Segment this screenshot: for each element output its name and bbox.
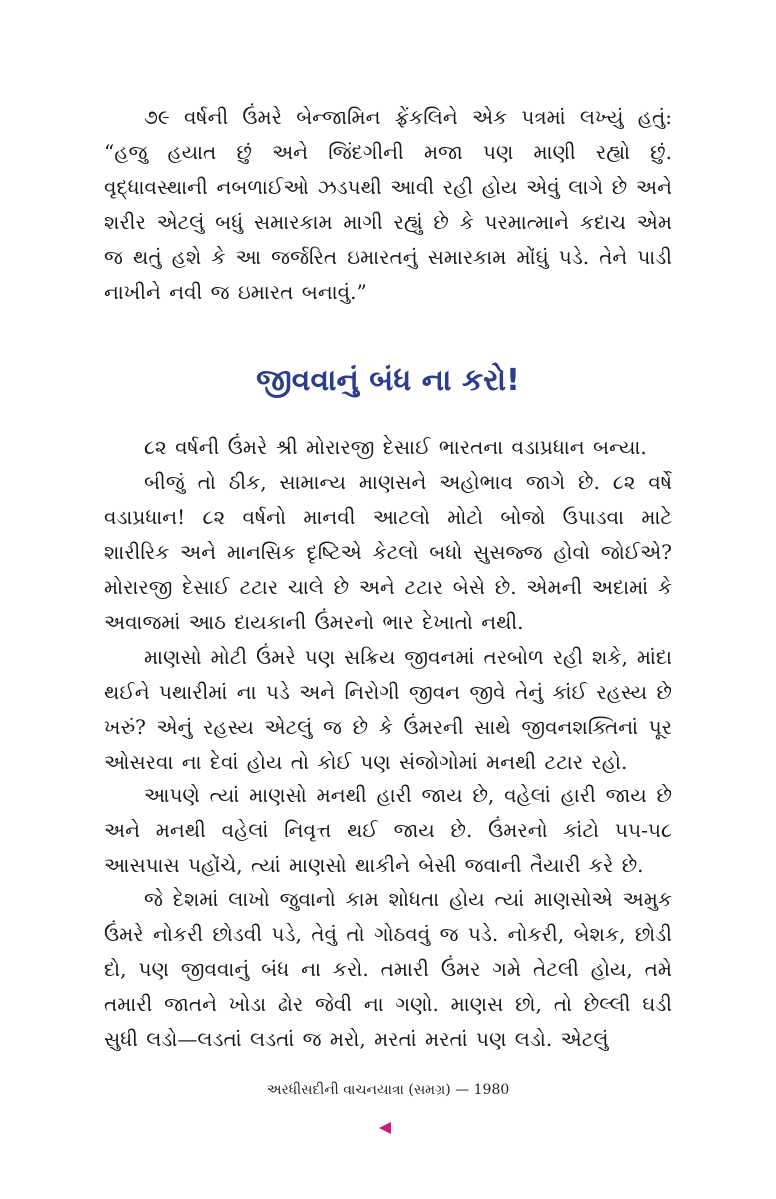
section-paragraph-3: માણસો મોટી ઉંમરે પણ સક્રિય જીવનમાં તરબોળ રહી શકે, માંદા થઈને પથારીમાં ના પડે અને નિરોગી જીવન જીવે તેનું કાંઈ રહસ્ય છે ખરું? એનું રહસ્ય એટલું જ છે કે ઉંમરની સાથે જીવનશક્તિનાં પૂર ઓસરવા ના દેવાં હોય તો કોઈ પણ સંજોગોમાં મનથી ટટાર રહો. [104,645,672,774]
page-footer: અરધીસદીની વાચનયાત્રા (સમગ્ર) — 1980 [266,1082,510,1098]
section-paragraph-5: જે દેશમાં લાખો જુવાનો કામ શોધતા હોય ત્યાં માણસોએ અમુક ઉંમરે નોકરી છોડવી પડે, તેવું તો ગોઠવવું જ પડે. નોકરી, બેશક, છોડી દો, પણ જીવવાનું બંધ ના કરો. તમારી ઉંમર ગમે તેટલી હોય, તમે તમારી જાતને ખોડા ઢોર જેવી ના ગણો. માણસ છો, તો છેલ્લી ઘડી સુધી લડો—લડતાં લડતાં જ મરો, મરતાં મરતાં પણ લડો. એટલું [104,887,672,1051]
section-paragraph-1: ૮૨ વર્ષની ઉંમરે શ્રી મોરારજી દેસાઈ ભારતના વડાપ્રધાન બન્યા. [144,435,647,459]
previous-page-icon[interactable] [379,1122,391,1134]
section-paragraph-2: બીજું તો ઠીક, સામાન્ય માણસને અહોભાવ જાગે છે. ૮૨ વર્ષે વડાપ્રધાન! ૮૨ વર્ષનો માનવી આટલો મોટો બોજો ઉપાડવા માટે શારીરિક અને માનસિક દૃષ્ટિએ કેટલો બધો સુસજ્જ હોવો જોઈએ? મોરારજી દેસાઈ ટટાર ચાલે છે અને ટટાર બેસે છે. એમની અદામાં કે અવાજમાં આઠ દાયકાની ઉંમરનો ભાર દેખાતો નથી. [104,470,672,634]
intro-paragraph: ૭૯ વર્ષની ઉંમરે બેન્જામિન ફ્રેંકલિને એક પત્રમાં લખ્યું હતું: “હજુ હયાત છું અને જિંદગીની મજા પણ માણી રહ્યો છું. વૃદ્ધાવસ્થાની નબળાઈઓ ઝડપથી આવી રહી હોય એવું લાગે છે અને શરીર એટલું બધું સમારકામ માગી રહ્યું છે કે પરમાત્માને કદાચ એમ જ થતું હશે કે આ જર્જરિત ઇમારતનું સમારકામ મોંઘું પડે. તેને પાડી નાખીને નવી જ ઇમારત બનાવું.” [104,105,672,304]
section-paragraph-4: આપણે ત્યાં માણસો મનથી હારી જાય છે, વહેલાં હારી જાય છે અને મનથી વહેલાં નિવૃત્ત થઈ જાય છે. ઉંમરનો કાંટો ૫૫-૫૮ આસપાસ પહોંચે, ત્યાં માણસો થાકીને બેસી જવાની તૈયારી કરે છે. [104,783,672,877]
section-heading: જીવવાનું બંધ ના કરો! [256,363,520,398]
